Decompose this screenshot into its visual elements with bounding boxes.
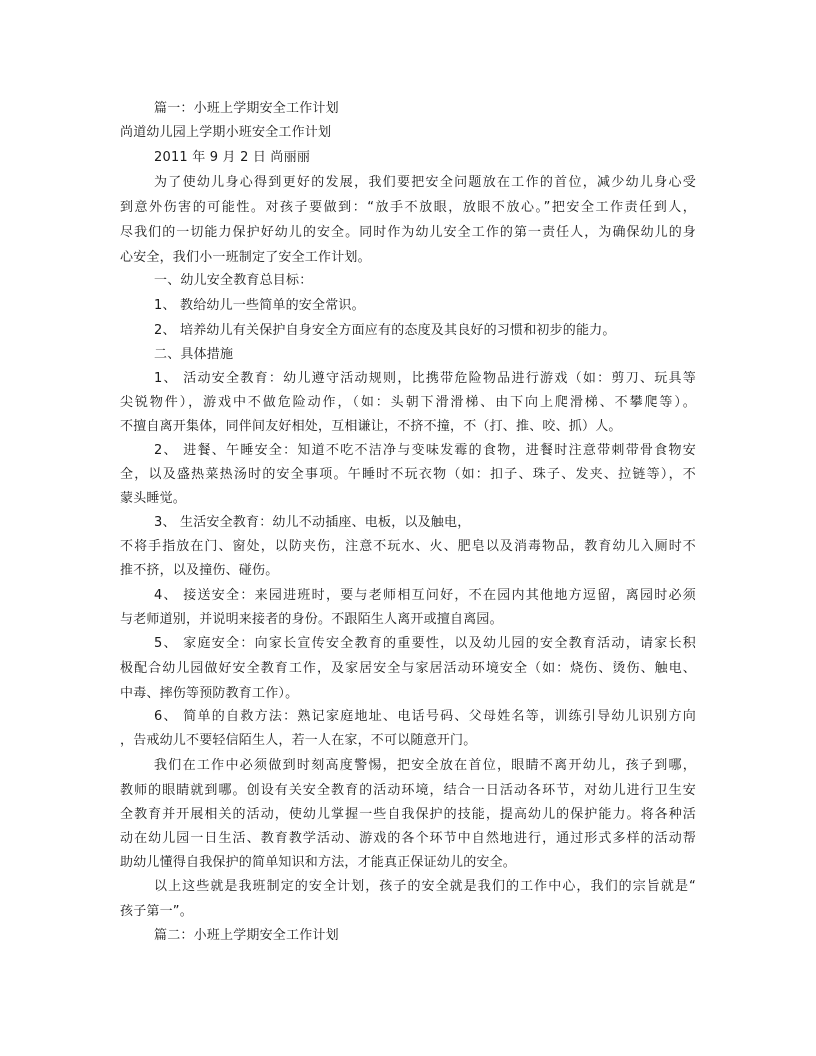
document-subtitle: 尚道幼儿园上学期小班安全工作计划 xyxy=(120,125,332,140)
closing-line: 以上这些就是我班制定的安全计划，孩子的安全就是我们的工作中心，我们的宗旨就是“ xyxy=(154,879,696,894)
measure-line: 极配合幼儿园做好安全教育工作，及家居安全与家居活动环境安全（如：烧伤、烫伤、触电、 xyxy=(120,661,696,676)
measure-line: 尖锐物件），游戏中不做危险动作，（如：头朝下滑滑梯、由下向上爬滑梯、不攀爬等）。 xyxy=(120,395,696,410)
measure-line: 6、 简单的自救方法：熟记家庭地址、电话号码、父母姓名等，训练引导幼儿识别方向 xyxy=(154,709,696,724)
measure-line: 不擅自离开集体，同伴间友好相处，互相谦让，不挤不撞，不（打、推、咬、抓）人。 xyxy=(120,419,622,434)
heading-part-1: 篇一：小班上学期安全工作计划 xyxy=(154,101,339,116)
measure-line: 不将手指放在门、窗处，以防夹伤，注意不玩水、火、肥皂以及消毒物品，教育幼儿入厕时不 xyxy=(120,539,696,554)
measure-line: 蒙头睡觉。 xyxy=(120,491,187,506)
measure-line: 全，以及盛热菜热汤时的安全事项。午睡时不玩衣物（如：扣子、珠子、发夹、拉链等），不 xyxy=(120,467,696,482)
body-paragraph-line: 助幼儿懂得自我保护的简单知识和方法，才能真正保证幼儿的安全。 xyxy=(120,855,517,870)
date-author-line: 2011 年 9 月 2 日 尚丽丽 xyxy=(154,150,311,165)
measure-line: 2、 进餐、午睡安全：知道不吃不洁净与变味发霉的食物，进餐时注意带刺带骨食物安 xyxy=(154,443,696,458)
measure-line: ，告戒幼儿不要轻信陌生人，若一人在家，不可以随意开门。 xyxy=(120,733,477,748)
closing-line: 孩子第一”。 xyxy=(120,904,193,919)
goal-item: 1、 教给幼儿一些简单的安全常识。 xyxy=(154,298,365,313)
intro-line: 为了使幼儿身心得到更好的发展，我们要把安全问题放在工作的首位，减少幼儿身心受 xyxy=(154,175,696,190)
measure-line: 4、 接送安全：来园进班时，要与老师相互问好，不在园内其他地方逗留，离园时必须 xyxy=(154,588,696,603)
intro-line: 心安全，我们小一班制定了安全工作计划。 xyxy=(120,250,371,265)
goal-item: 2、 培养幼儿有关保护自身安全方面应有的态度及其良好的习惯和初步的能力。 xyxy=(154,323,616,338)
intro-line: 到意外伤害的可能性。对孩子要做到：“放手不放眼，放眼不放心。”把安全工作责任到人， xyxy=(120,200,696,215)
body-paragraph-line: 教师的眼睛就到哪。创设有关安全教育的活动环境，结合一日活动各环节，对幼儿进行卫生安 xyxy=(120,783,696,798)
measure-line: 1、 活动安全教育：幼儿遵守活动规则，比携带危险物品进行游戏（如：剪刀、玩具等 xyxy=(154,371,696,386)
section-2-title: 二、具体措施 xyxy=(154,347,234,362)
intro-line: 尽我们的一切能力保护好幼儿的安全。同时作为幼儿安全工作的第一责任人，为确保幼儿的身 xyxy=(120,225,696,240)
measure-line: 5、 家庭安全：向家长宣传安全教育的重要性，以及幼儿园的安全教育活动，请家长积 xyxy=(154,636,696,651)
body-paragraph-line: 我们在工作中必须做到时刻高度警惕，把安全放在首位，眼睛不离开幼儿，孩子到哪， xyxy=(154,758,696,773)
section-1-title: 一、幼儿安全教育总目标： xyxy=(154,273,313,288)
body-paragraph-line: 动在幼儿园一日生活、教育教学活动、游戏的各个环节中自然地进行，通过形式多样的活动帮 xyxy=(120,831,696,846)
heading-part-2: 篇二：小班上学期安全工作计划 xyxy=(154,928,339,943)
measure-line: 与老师道别，并说明来接者的身份。不跟陌生人离开或擅自离园。 xyxy=(120,612,503,627)
measure-line: 3、 生活安全教育：幼儿不动插座、电板，以及触电， xyxy=(154,515,471,530)
measure-line: 中毒、摔伤等预防教育工作）。 xyxy=(120,686,299,701)
measure-line: 推不挤，以及撞伤、碰伤。 xyxy=(120,563,279,578)
body-paragraph-line: 全教育并开展相关的活动，使幼儿掌握一些自我保护的技能，提高幼儿的保护能力。将各种活 xyxy=(120,807,696,822)
